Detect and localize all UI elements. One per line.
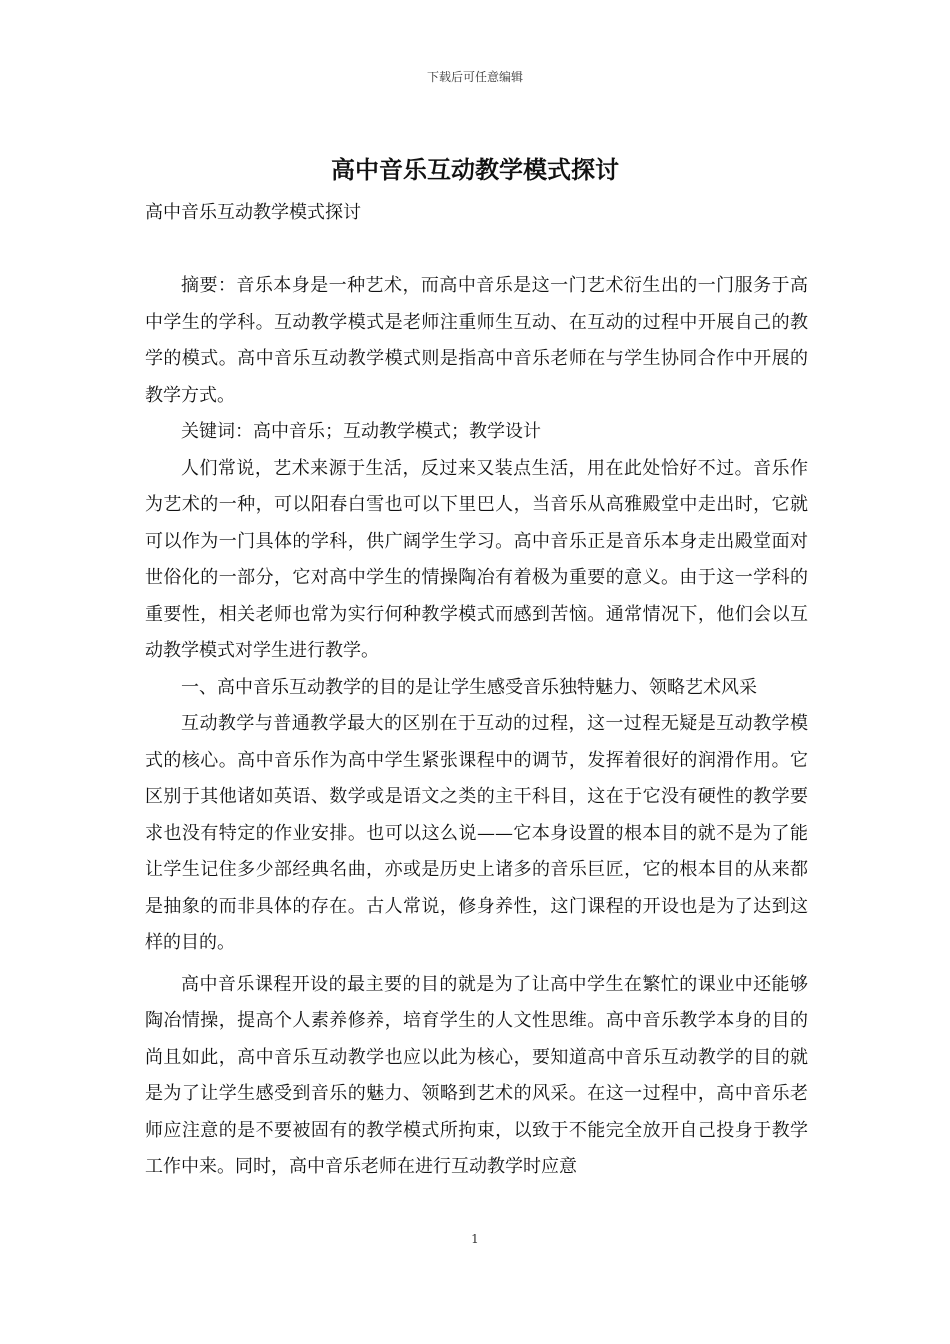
abstract-paragraph: 摘要：音乐本身是一种艺术，而高中音乐是这一门艺术衍生出的一门服务于高中学生的学科。互动教学模式是老师注重师生互动、在互动的过程中开展自己的教学的模式。高中音乐互动教学模式则是指高中音乐老师在与学生协同合作中开展的教学方式。 [145,275,808,406]
document-subtitle: 高中音乐互动教学模式探讨 [145,202,361,223]
document-body [145,268,808,1186]
keywords-paragraph: 关键词：高中音乐；互动教学模式；教学设计 [181,421,541,442]
page-number: 1 [471,1232,479,1246]
body-paragraph: 互动教学与普通教学最大的区别在于互动的过程，这一过程无疑是互动教学模式的核心。高中音乐作为高中学生紧张课程中的调节，发挥着很好的润滑作用。它区别于其他诸如英语、数学或是语文之类的主干科目，这在于它没有硬性的教学要求也没有特定的作业安排。也可以这么说——它本身设置的根本目的就不是为了能让学生记住多少部经典名曲，亦或是历史上诸多的音乐巨匠，它的根本目的从来都是抽象的而非具体的存在。古人常说，修身养性，这门课程的开设也是为了达到这样的目的。 [145,713,808,953]
header-note: 下载后可任意编辑 [426,70,523,84]
intro-paragraph: 人们常说，艺术来源于生活，反过来又装点生活，用在此处恰好不过。音乐作为艺术的一种，可以阳春白雪也可以下里巴人，当音乐从高雅殿堂中走出时，它就可以作为一门具体的学科，供广阔学生学习。高中音乐正是音乐本身走出殿堂面对世俗化的一部分，它对高中学生的情操陶冶有着极为重要的意义。由于这一学科的重要性，相关老师也常为实行何种教学模式而感到苦恼。通常情况下，他们会以互动教学模式对学生进行教学。 [145,457,808,661]
body-paragraph: 高中音乐课程开设的最主要的目的就是为了让高中学生在繁忙的课业中还能够陶冶情操，提高个人素养修养，培育学生的人文性思维。高中音乐教学本身的目的尚且如此，高中音乐互动教学也应以此为核心，要知道高中音乐互动教学的目的就是为了让学生感受到音乐的魅力、领略到艺术的风采。在这一过程中，高中音乐老师应注意的是不要被固有的教学模式所拘束，以致于不能完全放开自己投身于教学工作中来。同时，高中音乐老师在进行互动教学时应意 [145,973,808,1177]
document-title: 高中音乐互动教学模式探讨 [331,155,619,184]
section-heading: 一、高中音乐互动教学的目的是让学生感受音乐独特魅力、领略艺术风采 [181,676,757,698]
